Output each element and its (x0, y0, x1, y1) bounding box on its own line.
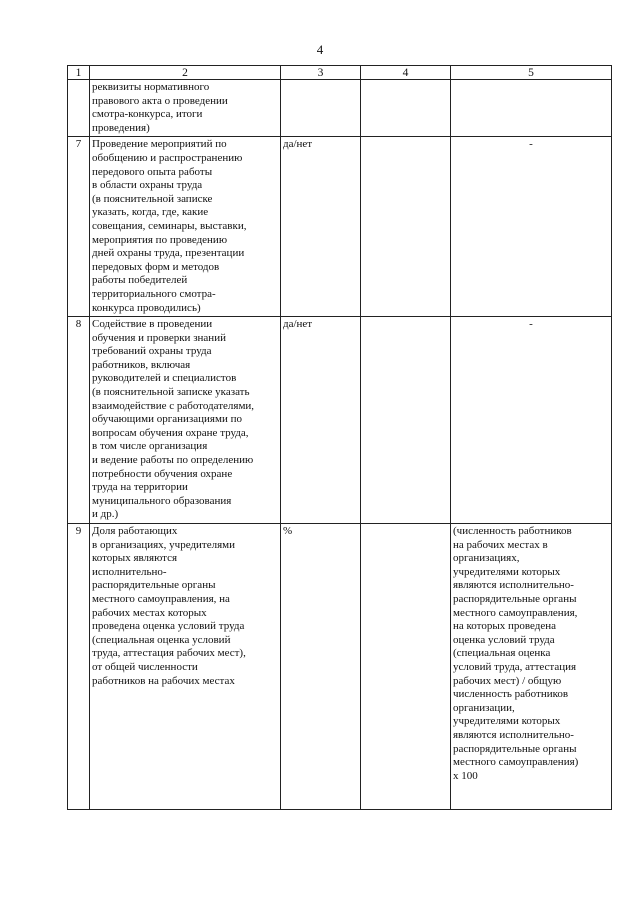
row-number-cell (68, 80, 90, 137)
cell-line: учредителями которых (453, 715, 561, 728)
calculation-formula-cell (451, 317, 612, 524)
row-number-cell: 9 (68, 524, 90, 810)
indicator-name-cell (90, 317, 281, 524)
cell-line: оценка условий труда (453, 633, 555, 646)
cell-line: рабочих местах которых (92, 606, 207, 619)
cell-line: - (529, 138, 533, 151)
cell-line: совещания, семинары, выставки, (92, 219, 247, 232)
indicators-table (67, 65, 612, 810)
column-4-cell (361, 80, 451, 137)
header-cell: 5 (451, 66, 612, 80)
cell-line: обобщению и распространению (92, 151, 243, 164)
table-header-row (68, 66, 612, 80)
cell-line: реквизиты нормативного (92, 81, 210, 93)
cell-line: территориального смотра- (92, 287, 216, 300)
cell-line: являются исполнительно- (453, 728, 574, 741)
cell-line: являются исполнительно- (453, 579, 574, 592)
row-number-cell: 8 (68, 317, 90, 524)
unit-cell: да/нет (281, 317, 361, 524)
cell-line: вопросам обучения охране труда, (92, 426, 249, 439)
cell-line: передового опыта работы (92, 165, 213, 178)
cell-line: в организациях, учредителями (92, 538, 236, 551)
cell-line: конкурса проводились) (92, 301, 201, 314)
table-row (68, 137, 612, 317)
indicator-name-cell (90, 80, 281, 137)
cell-line: Доля работающих (92, 525, 178, 537)
cell-line: (специальная оценка условий (92, 633, 231, 646)
page-number: 4 (316, 42, 324, 57)
table-body (68, 66, 612, 810)
unit-cell (281, 80, 361, 137)
cell-line: Проведение мероприятий по (92, 138, 227, 151)
cell-line: (в пояснительной записке (92, 192, 213, 205)
cell-line: организациях, (453, 552, 520, 565)
header-cell: 3 (281, 66, 361, 80)
cell-line: распорядительные органы (92, 579, 216, 592)
cell-line: от общей численности (92, 660, 198, 673)
cell-line: местного самоуправления, на (92, 592, 230, 605)
cell-line: дней охраны труда, презентации (92, 247, 245, 260)
cell-line: требований охраны труда (92, 345, 212, 358)
cell-line: рабочих мест) / общую (453, 674, 562, 687)
cell-line: указать, когда, где, какие (92, 206, 209, 219)
cell-line: и др.) (92, 508, 119, 521)
cell-line: (специальная оценка (453, 647, 551, 660)
cell-line: смотра-конкурса, итоги (92, 108, 203, 121)
indicator-name-cell (90, 524, 281, 810)
column-4-cell (361, 317, 451, 524)
calculation-formula-cell (451, 524, 612, 810)
cell-line: которых являются (92, 552, 178, 565)
cell-line: обучающими организациями по (92, 413, 242, 426)
cell-line: (в пояснительной записке указать (92, 386, 250, 399)
column-4-cell (361, 524, 451, 810)
cell-line: учредителями которых (453, 565, 561, 578)
cell-line: исполнительно- (92, 565, 167, 578)
cell-line: распорядительные органы (453, 742, 577, 755)
cell-line: правового акта о проведении (92, 94, 228, 107)
cell-line: работников, включая (92, 358, 191, 371)
cell-line: в том числе организация (92, 440, 208, 453)
table-row (68, 524, 612, 810)
unit-cell: % (281, 524, 361, 810)
cell-line: - (529, 318, 533, 331)
table-row (68, 317, 612, 524)
cell-line: x 100 (453, 769, 478, 782)
table-row (68, 80, 612, 137)
cell-line: потребности обучения охране (92, 467, 233, 480)
cell-line: труда на территории (92, 481, 188, 494)
header-cell: 4 (361, 66, 451, 80)
cell-line: проведения) (92, 121, 150, 134)
calculation-formula-cell (451, 80, 612, 137)
cell-line: в области охраны труда (92, 179, 203, 192)
unit-cell: да/нет (281, 137, 361, 317)
cell-line: местного самоуправления, (453, 606, 578, 619)
cell-line: распорядительные органы (453, 592, 577, 605)
cell-line: на которых проведена (453, 620, 556, 633)
cell-line: и ведение работы по определению (92, 454, 254, 467)
cell-line: труда, аттестация рабочих мест), (92, 647, 246, 660)
cell-line: численность работников (453, 688, 569, 701)
cell-line: руководителей и специалистов (92, 372, 237, 385)
cell-line: мероприятия по проведению (92, 233, 228, 246)
header-cell: 1 (68, 66, 90, 80)
cell-line: местного самоуправления) (453, 756, 579, 769)
row-number-cell: 7 (68, 137, 90, 317)
cell-line: работников на рабочих местах (92, 674, 235, 687)
cell-line: на рабочих местах в (453, 538, 548, 551)
cell-line: проведена оценка условий труда (92, 620, 245, 633)
column-4-cell (361, 137, 451, 317)
cell-line: (численность работников (453, 525, 572, 537)
calculation-formula-cell (451, 137, 612, 317)
cell-line: обучения и проверки знаний (92, 331, 226, 344)
cell-line: работы победителей (92, 274, 188, 287)
header-cell: 2 (90, 66, 281, 80)
cell-line: организации, (453, 701, 515, 714)
cell-line: Содействие в проведении (92, 318, 213, 331)
cell-line: условий труда, аттестация (453, 660, 577, 673)
cell-line: взаимодействие с работодателями, (92, 399, 255, 412)
indicator-name-cell (90, 137, 281, 317)
cell-line: муниципального образования (92, 494, 232, 507)
cell-line: передовых форм и методов (92, 260, 220, 273)
